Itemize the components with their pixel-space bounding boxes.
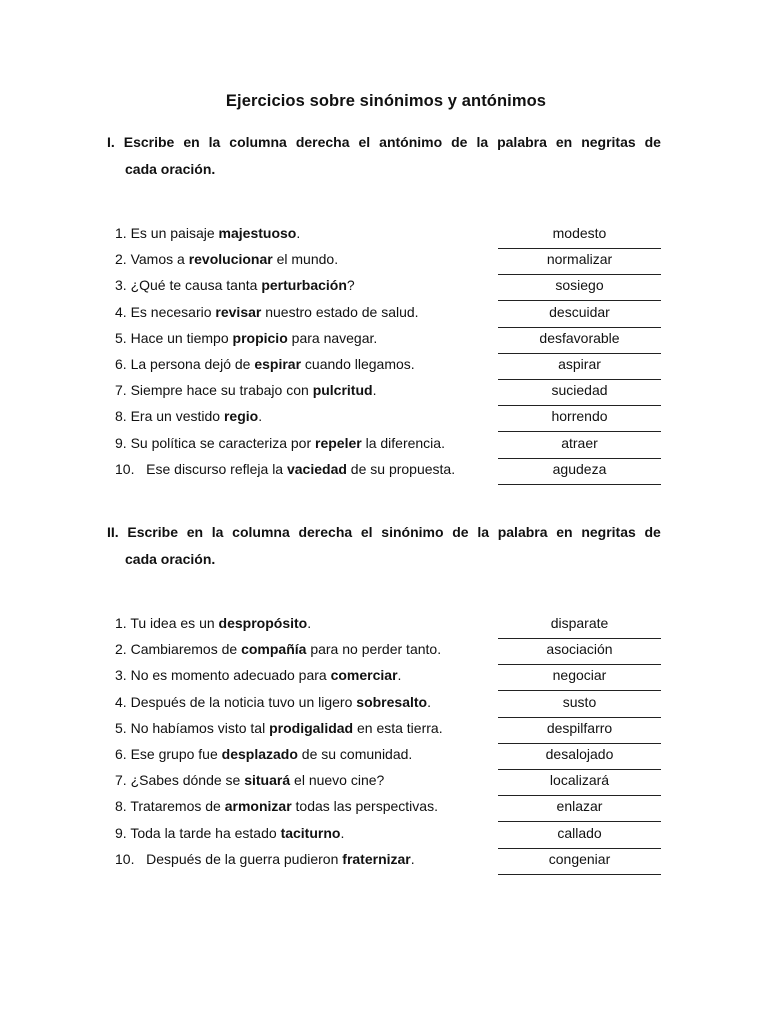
- bold-keyword: pulcritud: [312, 382, 373, 399]
- exercise-sentence: [115, 381, 376, 399]
- answer-field: atraer: [498, 434, 661, 459]
- exercise-sentence: [115, 771, 384, 789]
- sentence-text: No habíamos visto tal: [130, 719, 270, 736]
- exercise-sentence: [115, 719, 443, 737]
- bold-keyword: revisar: [215, 303, 262, 320]
- instruction-word: sinónimo: [381, 524, 444, 540]
- instruction-word: la: [208, 134, 221, 150]
- exercise-sentence: [115, 329, 377, 347]
- item-number: 8.: [115, 798, 127, 815]
- exercise-sentence: [115, 693, 431, 711]
- answer-field: normalizar: [498, 250, 661, 275]
- answer-field: negociar: [498, 666, 661, 691]
- exercise-sentence: [115, 460, 455, 478]
- instruction-line-end: cada oración.: [125, 161, 216, 177]
- bold-keyword: perturbación: [261, 277, 347, 294]
- instruction-word: en: [556, 524, 573, 540]
- bold-keyword: situará: [244, 772, 291, 789]
- item-number: 5.: [115, 719, 127, 736]
- item-number: 8.: [115, 408, 127, 425]
- answer-field: susto: [498, 693, 661, 718]
- bold-keyword: sobresalto: [356, 693, 428, 710]
- bold-keyword: repeler: [315, 434, 362, 451]
- bold-keyword: vaciedad: [286, 460, 347, 477]
- answer-field: asociación: [498, 640, 661, 665]
- answer-field: localizará: [498, 771, 661, 796]
- exercise-sentence: [115, 666, 401, 684]
- answer-field: enlazar: [498, 797, 661, 822]
- instruction-word: palabra: [497, 524, 548, 540]
- sentence-text: ?: [346, 277, 355, 294]
- sentence-text: .: [296, 225, 301, 241]
- sentence-text: Vamos a: [130, 251, 189, 268]
- sentence-text: para no perder tanto.: [306, 641, 442, 658]
- sentence-text: Ese discurso refleja la: [146, 460, 287, 477]
- item-number: 4.: [115, 303, 127, 320]
- instruction-word: antónimo: [379, 134, 443, 150]
- instruction-line: [107, 129, 661, 156]
- instruction-word: de: [644, 524, 661, 540]
- sentence-text: .: [397, 667, 402, 684]
- instruction-word: en: [555, 134, 573, 150]
- instruction-word: columna: [229, 134, 287, 150]
- exercise-sentence: [115, 824, 344, 842]
- instruction-word: el: [360, 524, 373, 540]
- instruction-word: derecha: [295, 134, 350, 150]
- exercise-sentence: [115, 745, 412, 763]
- item-number: 3.: [115, 667, 127, 684]
- bold-keyword: compañía: [241, 641, 307, 658]
- sentence-text: No es momento adecuado para: [130, 667, 331, 684]
- instruction-line: [107, 519, 661, 546]
- exercise-sentence: [115, 407, 262, 425]
- instruction-word: derecha: [298, 524, 353, 540]
- instruction-word: de: [644, 134, 661, 150]
- answer-field: agudeza: [498, 460, 661, 485]
- exercise-sentence: [115, 303, 419, 321]
- bold-keyword: despropósito: [218, 615, 308, 631]
- sentence-text: ¿Qué te causa tanta: [130, 277, 262, 294]
- answer-field: desfavorable: [498, 329, 661, 354]
- sentence-text: La persona dejó de: [130, 356, 255, 372]
- exercise-sentence: [115, 850, 415, 868]
- answer-field: modesto: [498, 224, 661, 249]
- answer-field: disparate: [498, 614, 661, 639]
- section-marker: I.: [107, 134, 115, 150]
- bold-keyword: prodigalidad: [269, 719, 354, 736]
- bold-keyword: propicio: [232, 329, 288, 346]
- item-number: 4.: [115, 693, 127, 710]
- item-number: 6.: [115, 746, 127, 762]
- bold-keyword: desplazado: [221, 746, 298, 762]
- sentence-text: Toda la tarde ha estado: [130, 824, 281, 841]
- bold-keyword: taciturno: [280, 824, 341, 841]
- item-number: 9.: [115, 434, 127, 451]
- page-title: Ejercicios sobre sinónimos y antónimos: [225, 92, 547, 110]
- instruction-word: la: [477, 524, 489, 540]
- answer-field: callado: [498, 824, 661, 849]
- item-number: 6.: [115, 356, 127, 372]
- sentence-text: Es necesario: [130, 303, 216, 320]
- instruction-word: el: [358, 134, 371, 150]
- sentence-text: .: [340, 824, 345, 841]
- item-number: 2.: [115, 641, 127, 658]
- sentence-text: Ese grupo fue: [130, 746, 222, 762]
- bold-keyword: revolucionar: [188, 251, 273, 268]
- item-number: 1.: [115, 615, 127, 631]
- sentence-text: todas las perspectivas.: [291, 798, 438, 815]
- exercise-sentence: [115, 434, 445, 452]
- sentence-text: Cambiaremos de: [130, 641, 242, 658]
- exercise-sentence: [115, 797, 438, 815]
- sentence-text: Después de la guerra pudieron: [146, 850, 343, 867]
- bold-keyword: comerciar: [330, 667, 398, 684]
- answer-field: horrendo: [498, 407, 661, 432]
- item-number: 5.: [115, 329, 127, 346]
- answer-field: descuidar: [498, 303, 661, 328]
- sentence-text: el nuevo cine?: [290, 772, 385, 789]
- exercise-sentence: [115, 224, 300, 242]
- item-number: 7.: [115, 772, 127, 789]
- instruction-word: de: [452, 524, 469, 540]
- instruction-word: columna: [232, 524, 290, 540]
- exercise-sentence: [115, 355, 415, 373]
- item-number: 3.: [115, 277, 127, 294]
- sentence-text: el mundo.: [272, 251, 339, 268]
- sentence-text: la diferencia.: [361, 434, 445, 451]
- sentence-text: de su propuesta.: [346, 460, 456, 477]
- exercise-sentence: [115, 250, 338, 268]
- sentence-text: de su comunidad.: [297, 746, 413, 762]
- section-2-instruction: [107, 519, 661, 573]
- sentence-text: .: [410, 850, 415, 867]
- instruction-word: de: [451, 134, 468, 150]
- item-number: 10.: [115, 850, 135, 867]
- sentence-text: .: [258, 408, 263, 425]
- answer-field: sosiego: [498, 276, 661, 301]
- item-number: 7.: [115, 382, 127, 399]
- item-number: 1.: [115, 225, 127, 241]
- instruction-word: en: [186, 524, 204, 540]
- sentence-text: Es un paisaje: [130, 225, 219, 241]
- answer-field: desalojado: [498, 745, 661, 770]
- sentence-text: .: [307, 615, 312, 631]
- instruction-line-end: cada oración.: [125, 551, 216, 567]
- sentence-text: Hace un tiempo: [130, 329, 233, 346]
- sentence-text: Trataremos de: [130, 798, 225, 815]
- sentence-text: .: [427, 693, 431, 710]
- item-number: 9.: [115, 824, 127, 841]
- bold-keyword: espirar: [254, 356, 302, 372]
- section-marker: II.: [107, 524, 119, 540]
- exercise-sentence: [115, 640, 441, 658]
- bold-keyword: regio: [223, 408, 259, 425]
- exercise-sentence: [115, 276, 355, 294]
- sentence-text: en esta tierra.: [353, 719, 443, 736]
- sentence-text: Era un vestido: [130, 408, 224, 425]
- bold-keyword: majestuoso: [218, 225, 297, 241]
- sentence-text: nuestro estado de salud.: [261, 303, 419, 320]
- section-1-instruction: [107, 129, 661, 183]
- sentence-text: para navegar.: [287, 329, 378, 346]
- instruction-word: Escribe: [123, 134, 175, 150]
- answer-field: suciedad: [498, 381, 661, 406]
- instruction-word: en: [183, 134, 200, 150]
- sentence-text: Después de la noticia tuvo un ligero: [130, 693, 357, 710]
- sentence-text: Su política se caracteriza por: [130, 434, 315, 451]
- answer-field: aspirar: [498, 355, 661, 380]
- bold-keyword: armonizar: [224, 798, 292, 815]
- item-number: 10.: [115, 460, 135, 477]
- sentence-text: Siempre hace su trabajo con: [130, 382, 313, 399]
- item-number: 2.: [115, 251, 127, 268]
- sentence-text: cuando llegamos.: [301, 356, 415, 372]
- bold-keyword: fraternizar: [342, 850, 411, 867]
- exercise-sentence: [115, 614, 311, 632]
- sentence-text: .: [372, 382, 377, 399]
- instruction-word: negritas: [581, 524, 636, 540]
- sentence-text: Tu idea es un: [130, 615, 219, 631]
- instruction-word: la: [211, 524, 224, 540]
- sentence-text: ¿Sabes dónde se: [130, 772, 245, 789]
- instruction-word: negritas: [581, 134, 636, 150]
- instruction-word: palabra: [497, 134, 547, 150]
- answer-field: despilfarro: [498, 719, 661, 744]
- instruction-word: Escribe: [127, 524, 178, 540]
- answer-field: congeniar: [498, 850, 661, 875]
- instruction-word: la: [476, 134, 489, 150]
